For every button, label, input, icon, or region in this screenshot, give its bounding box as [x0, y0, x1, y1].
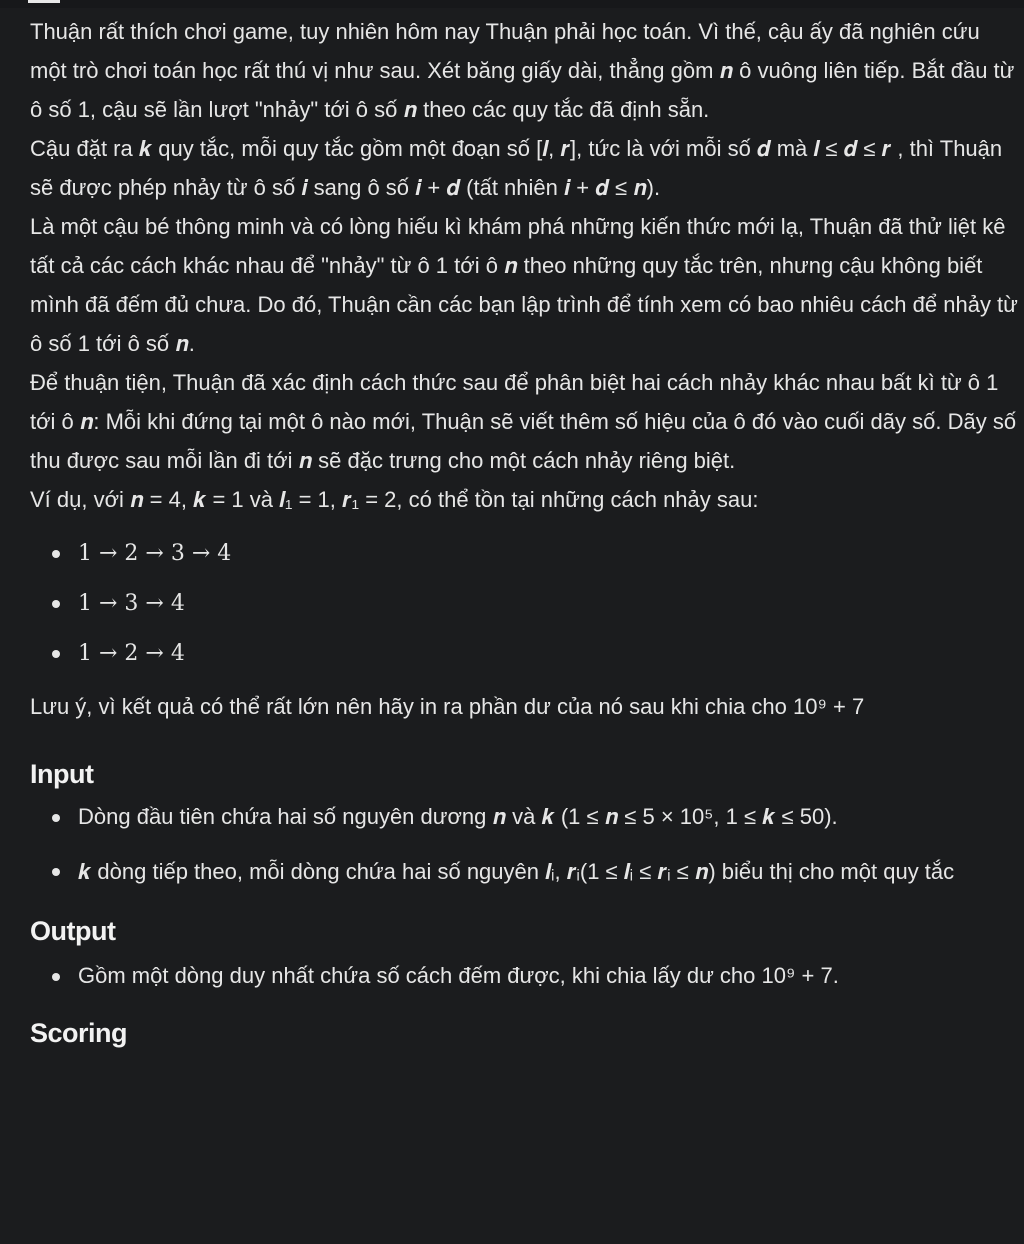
intro-paragraph-3: Là một cậu bé thông minh và có lòng hiếu kì khám phá những kiến thức mới lạ, Thuận đã thử liệt kê tất cả các cách khác nhau để "nhảy" từ ô 1 tới ô 𝒏 theo những quy tắc trên, nhưng cậu không biết mình đã đếm đủ chưa. Do đó, Thuận cần các bạn lập trình để tính xem có bao nhiêu cách để nhảy từ ô số 1 tới ô số 𝒏.	[30, 214, 1018, 356]
problem-statement	[30, 12, 1020, 1051]
modulo-note: Lưu ý, vì kết quả có thể rất lớn nên hãy in ra phần dư của nó sau khi chia cho 10⁹ + 7	[30, 694, 865, 719]
intro-paragraph-4: Để thuận tiện, Thuận đã xác định cách thức sau để phân biệt hai cách nhảy khác nhau bất kì từ ô 1 tới ô 𝒏: Mỗi khi đứng tại một ô nào mới, Thuận sẽ viết thêm số hiệu của ô đó vào cuối dãy số. Dãy số thu được sau mỗi lần đi tới 𝒏 sẽ đặc trưng cho một cách nhảy riêng biệt.	[30, 370, 1017, 473]
intro-paragraph-1: Thuận rất thích chơi game, tuy nhiên hôm nay Thuận phải học toán. Vì thế, cậu ấy đã nghiên cứu một trò chơi toán học rất thú vị như sau. Xét băng giấy dài, thẳng gồm 𝒏 ô vuông liên tiếp. Bắt đầu từ ô số 1, cậu sẽ lần lượt "nhảy" tới ô số 𝒏 theo các quy tắc đã định sẵn.	[30, 19, 1015, 122]
input-list	[30, 804, 1020, 891]
output-item: Gồm một dòng duy nhất chứa số cách đếm được, khi chia lấy dư cho 10⁹ + 7.	[30, 963, 1020, 989]
intro-paragraph-2: Cậu đặt ra 𝒌 quy tắc, mỗi quy tắc gồm một đoạn số [𝒍, 𝒓], tức là với mỗi số 𝒅 mà 𝒍 ≤ 𝒅 ≤ 𝒓 , thì Thuận sẽ được phép nhảy từ ô số 𝒊 sang ô số 𝒊 + 𝒅 (tất nhiên 𝒊 + 𝒅 ≤ 𝒏).	[30, 136, 1003, 200]
input-heading: Input	[30, 759, 94, 789]
scoring-heading: Scoring	[30, 1018, 128, 1048]
example-list	[30, 529, 1020, 679]
input-item: Dòng đầu tiên chứa hai số nguyên dương 𝒏 và 𝒌 (1 ≤ 𝒏 ≤ 5 × 10⁵, 1 ≤ 𝒌 ≤ 50).	[30, 804, 1020, 830]
output-list	[30, 963, 1020, 989]
intro-paragraph-5: Ví dụ, với 𝒏 = 4, 𝒌 = 1 và 𝒍₁ = 1, 𝒓₁ = 2, có thể tồn tại những cách nhảy sau:	[30, 487, 759, 512]
top-bar	[0, 0, 1024, 8]
active-tab-indicator	[28, 0, 60, 3]
input-item: 𝒌 dòng tiếp theo, mỗi dòng chứa hai số nguyên 𝒍ᵢ, 𝒓ᵢ(1 ≤ 𝒍ᵢ ≤ 𝒓ᵢ ≤ 𝒏) biểu thị cho một quy tắc	[30, 852, 1020, 891]
example-item: 1 → 2 → 3 → 4	[30, 529, 1020, 579]
example-item: 1 → 2 → 4	[30, 629, 1020, 679]
output-heading: Output	[30, 916, 116, 946]
example-item: 1 → 3 → 4	[30, 579, 1020, 629]
